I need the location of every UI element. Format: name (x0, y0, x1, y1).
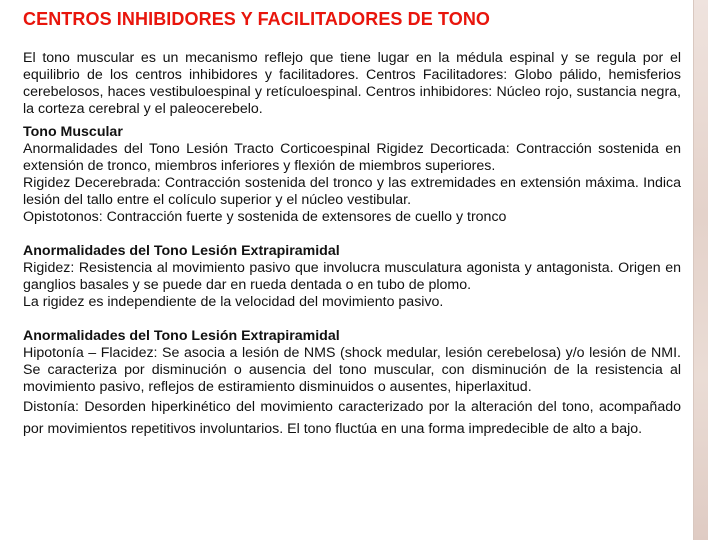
distonia-paragraph: Distonía: Desorden hiperkinético del movimiento caracterizado por la alteración del tono, acompañado por movimientos repetitivos involuntarios. El tono fluctúa en una forma impredecible de alto a bajo. (23, 399, 681, 437)
section-extrapiramidal-rigidez (23, 243, 681, 311)
paragraph-line: Anormalidades del Tono Lesión Tracto Corticoespinal Rigidez Decorticada: Contracción sostenida en extensión de tronco, miembros inferiores y flexión de miembros superiores. (23, 141, 681, 174)
section-heading: Anormalidades del Tono Lesión Extrapiramidal (23, 328, 340, 344)
page-title: CENTROS INHIBIDORES Y FACILITADORES DE TONO (23, 9, 491, 29)
section-heading: Anormalidades del Tono Lesión Extrapiramidal (23, 243, 340, 259)
paragraph-line: Opistotonos: Contracción fuerte y sostenida de extensores de cuello y tronco (23, 209, 507, 225)
paragraph-line: Hipotonía – Flacidez: Se asocia a lesión de NMS (shock medular, lesión cerebelosa) y/o lesión de NMI. Se caracteriza por disminución o ausencia del tono muscular, con disminución de la resistencia al movimiento pasivo, reflejos de estiramiento disminuidos o ausentes, hiperlaxitud. (23, 345, 681, 395)
paragraph-line: La rigidez es independiente de la velocidad del movimiento pasivo. (23, 294, 444, 310)
section-heading: Tono Muscular (23, 124, 123, 140)
section-extrapiramidal-hipotonia (23, 328, 681, 440)
document-content (23, 50, 681, 457)
paragraph-line: Rigidez Decerebrada: Contracción sostenida del tronco y las extremidades en extensión máxima. Indica lesión del tallo entre el colículo superior y el núcleo vestibular. (23, 175, 681, 208)
section-tono-muscular (23, 124, 681, 226)
paragraph-line: Rigidez: Resistencia al movimiento pasivo que involucra musculatura agonista y antagonista. Origen en ganglios basales y se puede dar en rueda dentada o en tubo de plomo. (23, 260, 681, 293)
intro-paragraph: El tono muscular es un mecanismo reflejo que tiene lugar en la médula espinal y se regula por el equilibrio de los centros inhibidores y facilitadores. Centros Facilitadores: Globo pálido, hemisferios cerebelosos, haces vestibuloespinal y retículoespinal. Centros inhibidores: Núcleo rojo, sustancia negra, la corteza cerebral y el paleocerebelo. (23, 50, 681, 117)
